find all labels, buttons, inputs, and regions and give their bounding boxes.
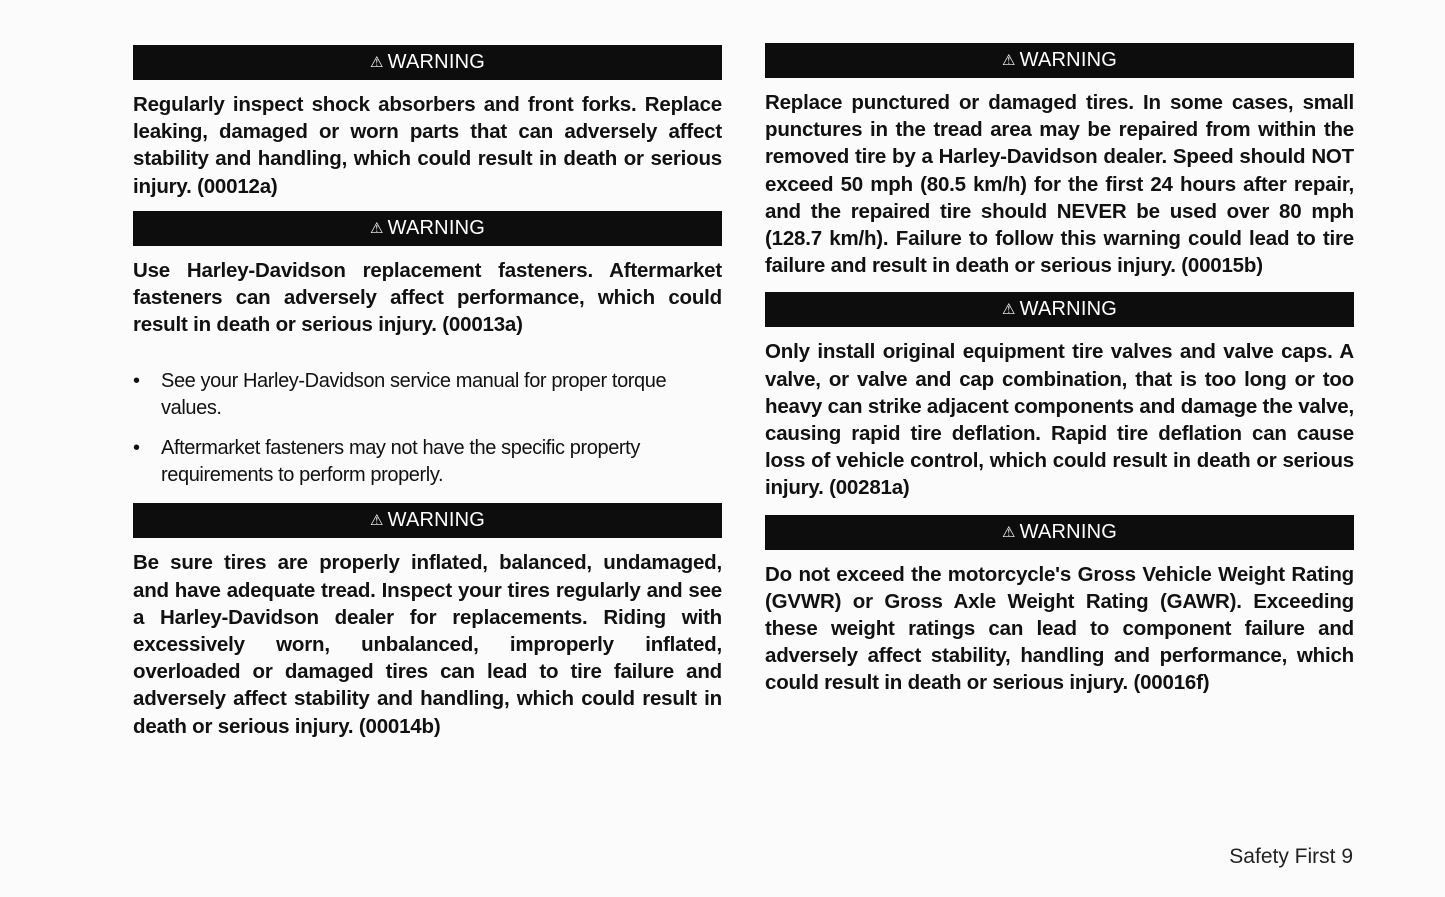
- warning-text: Replace punctured or damaged tires. In some cases, small punctures in the tread area may be repaired from within the removed tire by a Harley-Davidson dealer. Speed should NOT exceed 50 mph (80.5 km/h) for the first 24 hours after repair, and the repaired tire should NEVER be used over 80 mph (128.7 km/h). Failure to follow this warning could lead to tire failure and result in death or serious injury. (00015b): [765, 91, 1354, 278]
- warning-banner: ⚠ WARNING: [133, 503, 722, 538]
- warning-triangle-icon: ⚠: [1002, 523, 1016, 541]
- warning-banner: ⚠ WARNING: [765, 43, 1354, 78]
- page-footer: Safety First 9: [1229, 845, 1353, 868]
- bullet-item: • See your Harley-Davidson service manual for proper torque values.: [133, 368, 722, 422]
- warning-triangle-icon: ⚠: [1002, 301, 1016, 319]
- warning-text: Do not exceed the motorcycle's Gross Vehicle Weight Rating (GVWR) or Gross Axle Weight Rating (GAWR). Exceeding these weight ratings can lead to component failure and adversely affect stability, handling and performance, which could result in death or serious injury. (00016f): [765, 562, 1354, 695]
- warning-text: Only install original equipment tire valves and valve caps. A valve, or valve and cap combination, that is too long or too heavy can strike adjacent components and damage the valve, causing rapid tire deflation. Rapid tire deflation can cause loss of vehicle control, which could result in death or serious injury. (00281a): [765, 340, 1354, 500]
- warning-text: Use Harley-Davidson replacement fasteners. Aftermarket fasteners can adversely affect performance, which could result in death or serious injury. (00013a): [133, 258, 722, 337]
- bullet-item: • Aftermarket fasteners may not have the specific property requirements to perform properly.: [133, 435, 722, 489]
- warning-triangle-icon: ⚠: [370, 512, 384, 530]
- warning-banner: ⚠ WARNING: [133, 45, 722, 80]
- warning-triangle-icon: ⚠: [370, 54, 384, 71]
- right-column: [765, 0, 1354, 697]
- warning-triangle-icon: ⚠: [370, 219, 384, 237]
- bullet-list: [133, 368, 722, 489]
- warning-triangle-icon: ⚠: [1002, 52, 1016, 69]
- warning-banner: ⚠ WARNING: [765, 515, 1354, 550]
- left-column: [133, 0, 722, 740]
- warning-banner: ⚠ WARNING: [133, 211, 722, 246]
- warning-text: Be sure tires are properly inflated, balanced, undamaged, and have adequate tread. Inspect your tires regularly and see a Harley-Davidson dealer for replacements. Riding with excessively worn, unbalanced, improperly inflated, overloaded or damaged tires can lead to tire failure and adversely affect stability and handling, which could result in death or serious injury. (00014b): [133, 551, 722, 738]
- warning-text: Regularly inspect shock absorbers and front forks. Replace leaking, damaged or worn parts that can adversely affect stability and handling, which could result in death or serious injury. (00012a): [133, 93, 722, 198]
- warning-banner: ⚠ WARNING: [765, 292, 1354, 327]
